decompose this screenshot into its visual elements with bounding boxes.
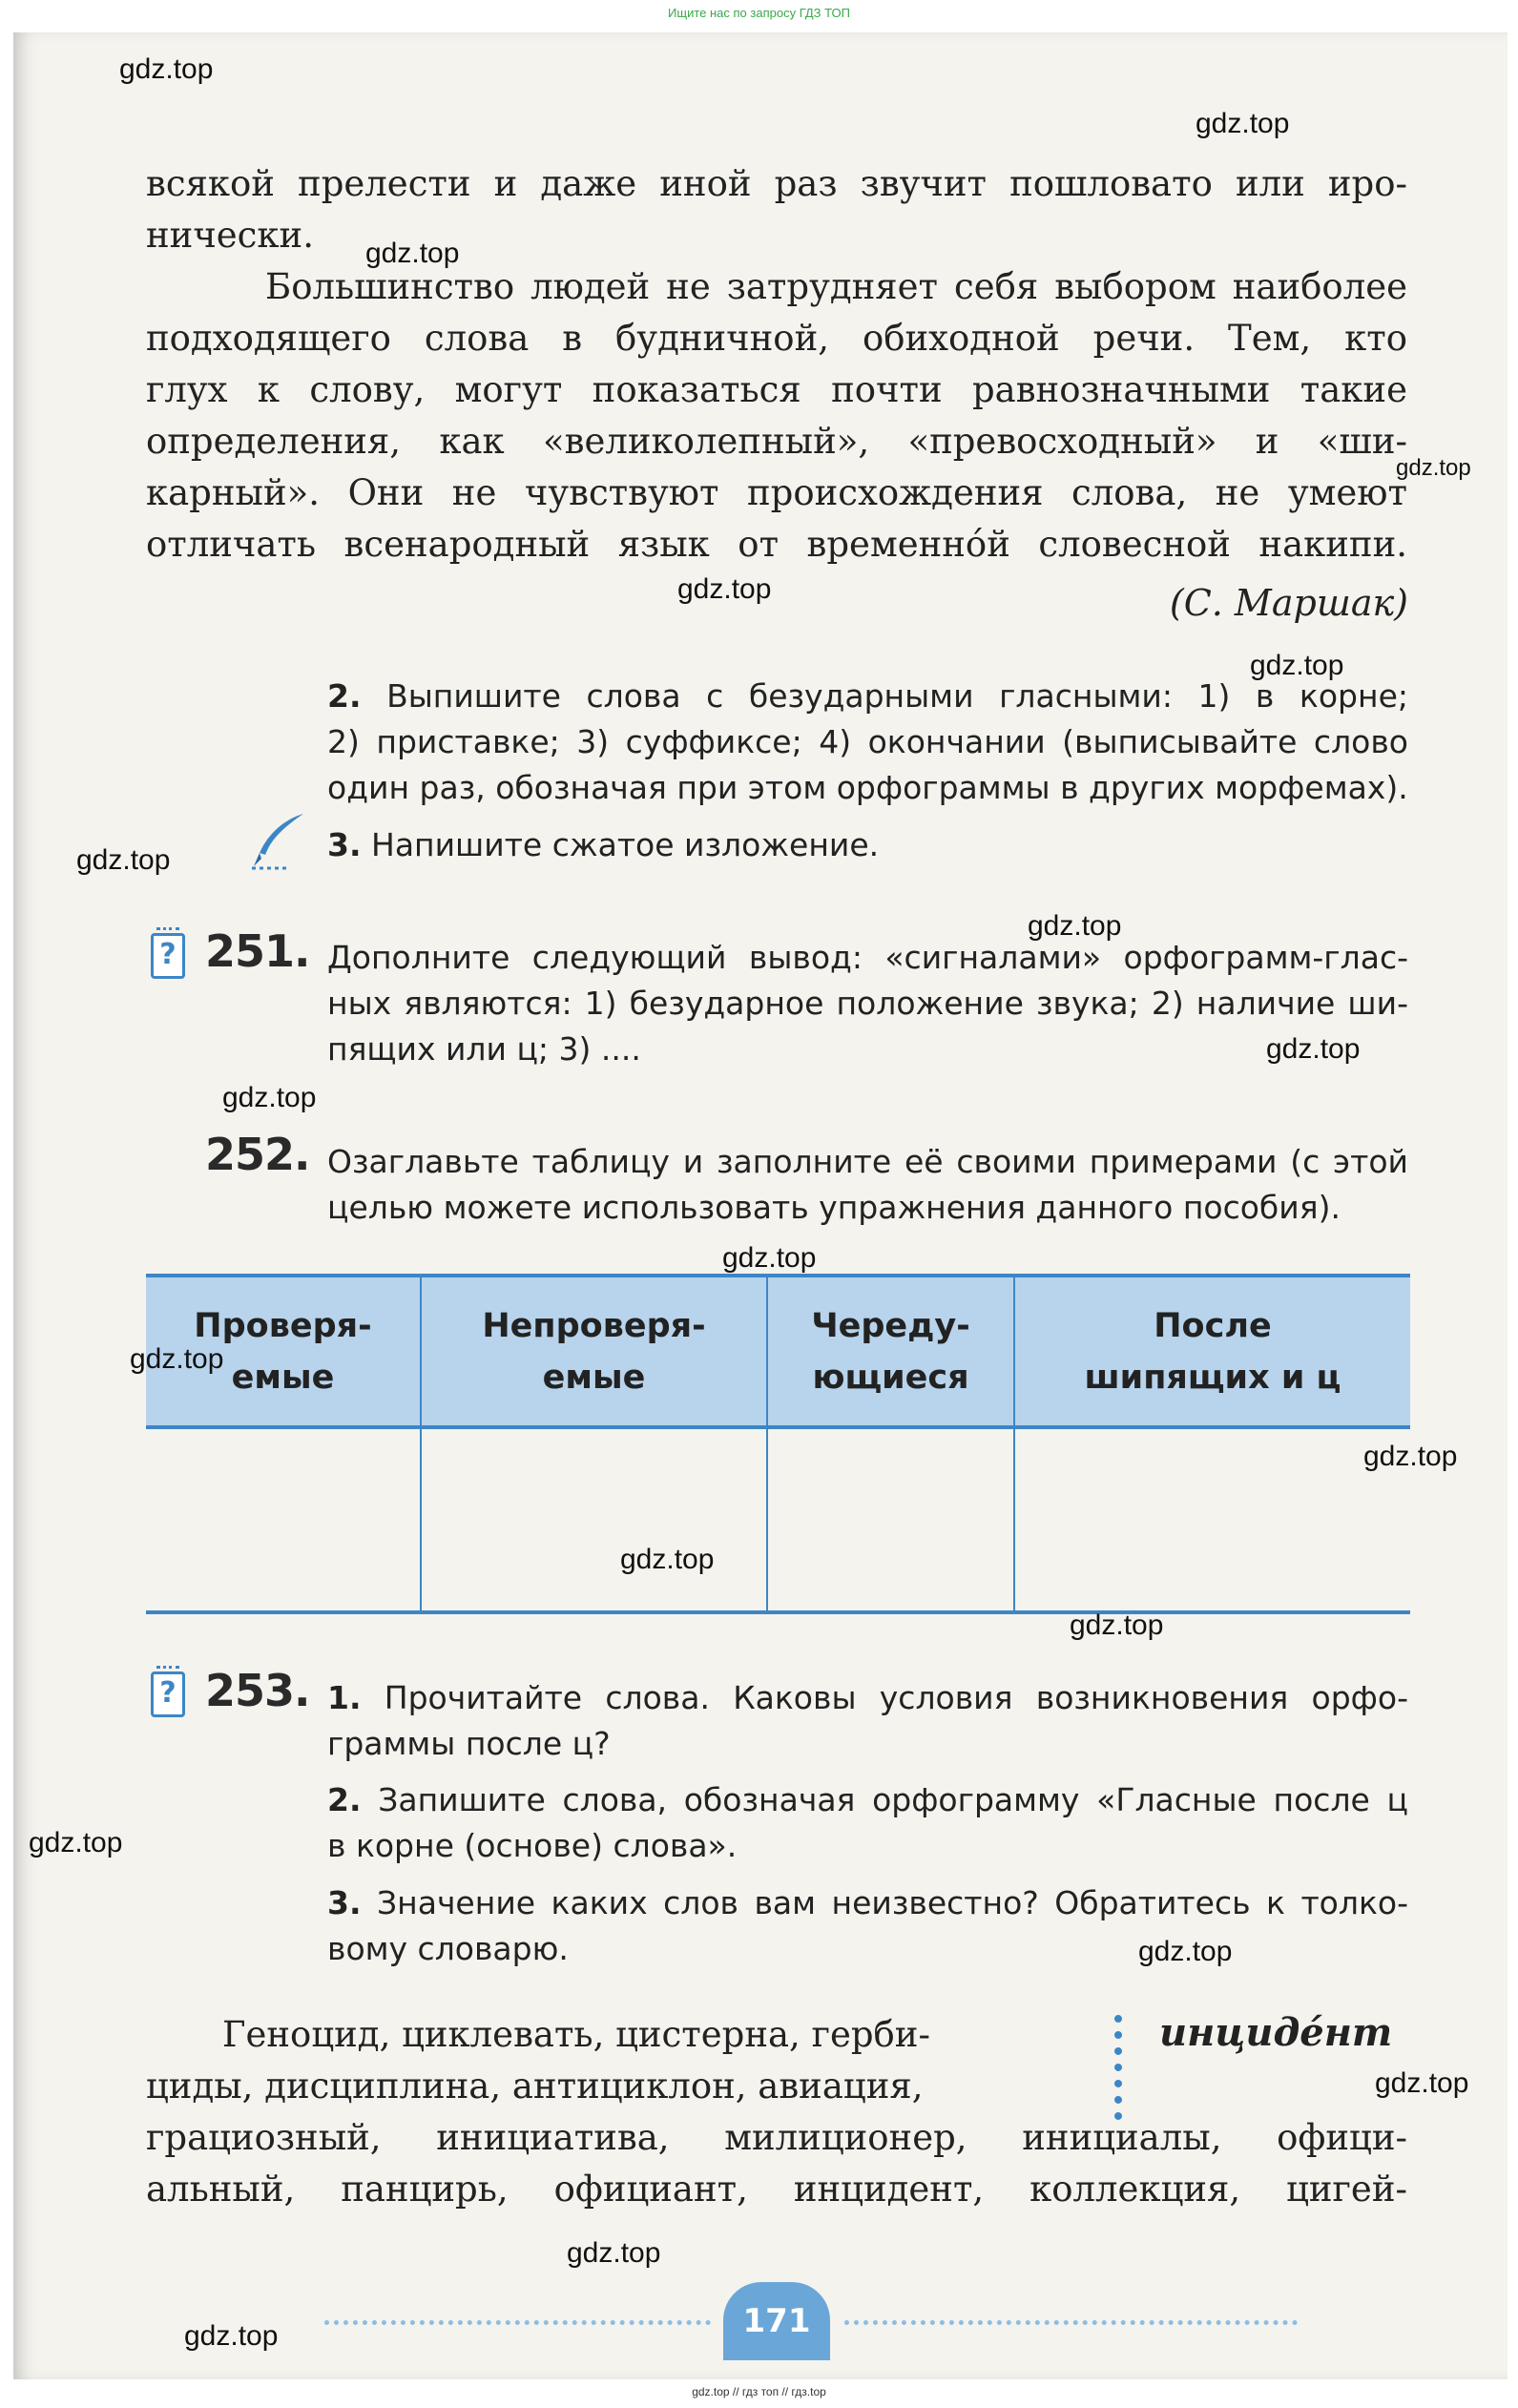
task-text: ных являются: 1) безударное положение звука; 2) наличие ши- [327,985,1408,1022]
exercise-number-253: 253. [205,1665,310,1716]
word-list-line: Геноцид, циклевать, цистерна, герби- [222,2014,930,2055]
task-2-block [327,674,1408,811]
task-text: 2) приставке; 3) суффиксе; 4) окончании (выписывайте слово [327,723,1408,760]
word-list-line: альный, панцирь, официант, инцидент, коллекция, цигей- [146,2169,1407,2210]
word-list-line: циды, дисциплина, антициклон, авиация, [146,2065,924,2107]
watermark: gdz.top [365,238,460,269]
task-text: Дополните следующий вывод: «сигналами» орфограмм-глас- [327,939,1408,976]
passage-line: отличать всенародный язык от временнóй словесной накипи. [146,524,1407,565]
exercise-number-252: 252. [205,1129,310,1180]
watermark: gdz.top [1375,2067,1469,2099]
watermark: gdz.top [620,1544,715,1575]
word-list-top [146,2009,1100,2112]
passage-line: всякой прелести и даже иной раз звучит пошловато или иро- [146,163,1407,204]
word-list-bottom [146,2112,1407,2215]
table-cell[interactable] [146,1427,421,1612]
watermark: gdz.top [1363,1441,1458,1472]
table-header-checked: Проверя- емые [146,1276,421,1427]
exercise-253-task-3 [327,1880,1408,1972]
task-text: пящих или ц; 3) .... [327,1030,641,1068]
exercise-253-task-1 [327,1675,1408,1767]
watermark: gdz.top [1250,650,1344,681]
exercise-number-251: 251. [205,925,310,977]
page-number: 171 [723,2282,830,2360]
passage-line: карный». Они не чувствуют происхождения слова, не умеют [146,472,1407,513]
watermark: gdz.top [1028,910,1122,942]
margin-dots [1114,2015,1132,2120]
table-header-alternating: Череду- ющиеся [767,1276,1014,1427]
task-text: Прочитайте слова. Каковы условия возникновения орфо- [384,1679,1408,1716]
table-header-after-sibilants: После шипящих и ц [1014,1276,1410,1427]
exercise-251-text [327,935,1408,1072]
exercise-253-task-2 [327,1777,1408,1869]
task-number: 2. [327,1781,362,1818]
watermark: gdz.top [222,1082,317,1113]
task-text: в корне (основе) слова». [327,1827,738,1864]
task-number: 3. [327,1884,362,1921]
exercise-252-text [327,1139,1408,1231]
top-banner[interactable]: Ищите нас по запросу ГДЗ ТОП [668,6,850,20]
passage-author: (С. Маршак) [1169,582,1408,624]
watermark: gdz.top [119,53,214,85]
passage-line: нически. [146,215,314,256]
passage-line: глух к слову, могут показаться почти равнозначными такие [146,369,1407,410]
passage-line: определения, как «великолепный», «превосходный» и «ши- [146,421,1407,462]
task-text: Напишите сжатое изложение. [371,826,880,863]
task-3-block [327,822,1408,868]
watermark: gdz.top [184,2320,279,2352]
task-number: 3. [327,826,362,863]
watermark: gdz.top [1070,1609,1164,1641]
table-cell[interactable] [1014,1427,1410,1612]
table-cell[interactable] [767,1427,1014,1612]
watermark: gdz.top [1138,1936,1233,1967]
footer-dotted-line-right [844,2320,1298,2329]
footer-links[interactable]: gdz.top // гдз топ // гдз.top [692,2385,826,2398]
watermark: gdz.top [1266,1033,1361,1065]
question-icon: ? [151,933,185,979]
watermark: gdz.top [29,1827,123,1858]
task-text: Выпишите слова с безударными гласными: 1) в корне; [386,677,1409,715]
task-text: целью можете использовать упражнения данного пособия). [327,1189,1341,1226]
question-icon: ? [151,1671,185,1717]
watermark: gdz.top [1196,108,1290,139]
task-number: 1. [327,1679,362,1716]
quill-pen-icon [250,811,307,870]
word-list-line: грациозный, инициатива, милиционер, инициалы, офици- [146,2117,1407,2158]
task-text: вому словарю. [327,1930,569,1967]
watermark: gdz.top [677,573,772,605]
table-header-unchecked: Непроверя- емые [421,1276,767,1427]
task-text: один раз, обозначая при этом орфограммы в других морфемах). [327,769,1408,806]
footer-dotted-line-left [324,2320,711,2329]
dictionary-word: инцидéнт [1159,2010,1393,2055]
watermark: gdz.top [1396,455,1471,481]
passage-line: подходящего слова в будничной, обиходной речи. Тем, кто [146,318,1407,359]
watermark: gdz.top [567,2237,661,2269]
watermark: gdz.top [130,1343,224,1375]
passage [146,158,1407,571]
task-text: Озаглавьте таблицу и заполните её своими примерами (с этой [327,1143,1408,1180]
passage-line: Большинство людей не затрудняет себя выбором наиболее [265,266,1407,307]
watermark: gdz.top [76,844,171,876]
task-text: Значение каких слов вам неизвестно? Обратитесь к толко- [376,1884,1408,1921]
task-number: 2. [327,677,362,715]
task-text: Запишите слова, обозначая орфограмму «Гласные после ц [378,1781,1408,1818]
task-text: граммы после ц? [327,1725,611,1762]
orthogram-table [146,1274,1410,1614]
watermark: gdz.top [722,1242,817,1274]
table-cell[interactable] [421,1427,767,1612]
